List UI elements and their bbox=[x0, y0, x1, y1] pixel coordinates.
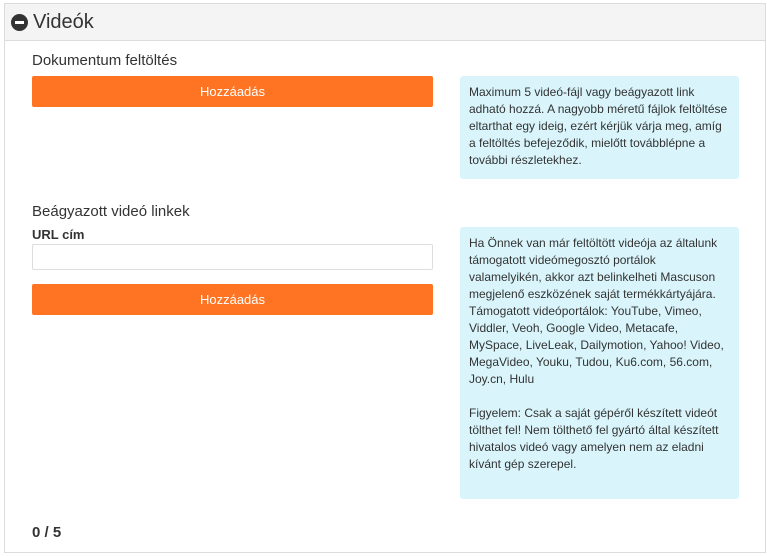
embed-info-text: Ha Önnek van már feltöltött videója az általunk támogatott videómegosztó portálok valamelyikén, akkor azt belinkelheti Mascuson megjelenő eszközének saját termékkártyájára. Támogatott videóportálok: YouTube, Vimeo, Viddler, Veoh, Google Video, Metacafe, MySpace, LiveLeak, Dailymotion, Yahoo! Video, MegaVideo, Youku, Tudou, Ku6.com, 56.com, Joy.cn, Hulu bbox=[469, 236, 724, 386]
embed-section-title: Beágyazott videó linkek bbox=[32, 203, 190, 220]
panel-title: Videók bbox=[33, 10, 94, 33]
url-label: URL cím bbox=[32, 227, 85, 242]
embed-info-box bbox=[460, 227, 739, 499]
video-counter: 0 / 5 bbox=[32, 524, 62, 541]
upload-info-text: Maximum 5 videó-fájl vagy beágyazott link adható hozzá. A nagyobb méretű fájlok feltöltése eltarthat egy ideig, ezért kérjük várja meg, amíg a feltöltés befejeződik, mielőtt továbblépne a további részletekhez. bbox=[469, 85, 728, 167]
upload-add-button[interactable]: Hozzáadás bbox=[32, 76, 433, 107]
upload-info-box bbox=[460, 76, 739, 179]
embed-warning-text: Figyelem: Csak a saját gépéről készített videót tölthet fel! Nem tölthető fel gyártó által készített hivatalos videó vagy amelyen nem az eladni kívánt gép szerepel. bbox=[469, 406, 719, 471]
upload-section-title: Dokumentum feltöltés bbox=[32, 52, 178, 69]
panel-header bbox=[5, 4, 765, 41]
url-input[interactable] bbox=[32, 244, 433, 270]
minus-circle-icon[interactable] bbox=[11, 14, 28, 31]
embed-add-button[interactable]: Hozzáadás bbox=[32, 284, 433, 315]
